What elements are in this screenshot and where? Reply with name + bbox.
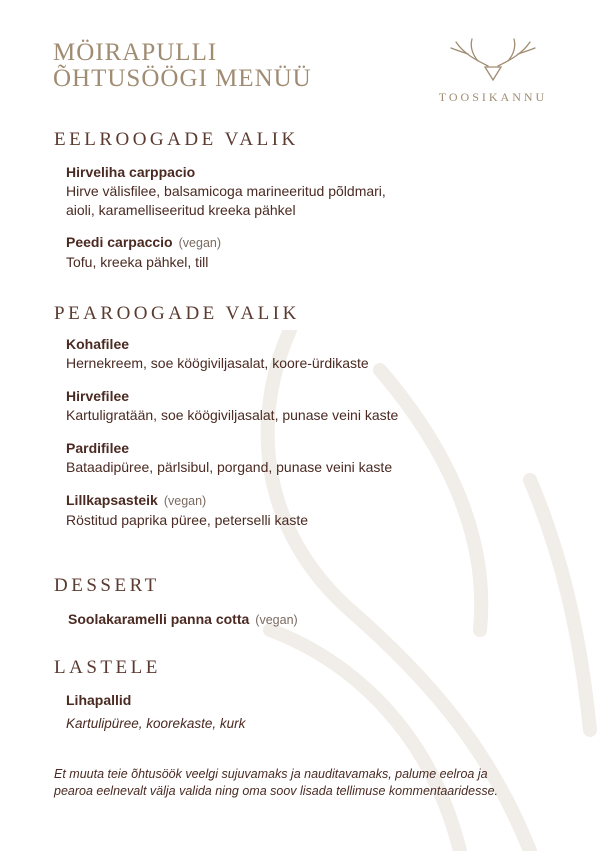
menu-item bbox=[66, 335, 574, 373]
menu-title-line1: MÖIRAPULLI bbox=[53, 39, 218, 66]
deer-antler-icon bbox=[448, 36, 538, 84]
menu-item bbox=[66, 691, 574, 733]
dish-name: Peedi carpaccio bbox=[66, 234, 173, 250]
menu-item bbox=[66, 491, 574, 530]
section-dessert bbox=[54, 575, 574, 630]
menu-item bbox=[66, 387, 574, 425]
dish-name: Soolakaramelli panna cotta bbox=[68, 611, 250, 627]
section-heading: LASTELE bbox=[54, 657, 161, 678]
footer-line: Et muuta teie õhtusöök veelgi sujuvamaks ja nauditavamaks, palume eelroa ja bbox=[54, 767, 488, 781]
vegan-tag: (vegan) bbox=[255, 613, 298, 627]
vegan-tag: (vegan) bbox=[163, 494, 207, 508]
footer-line: pearoa eelnevalt välja valida ning oma soov lisada tellimuse kommentaaridesse. bbox=[54, 784, 498, 798]
menu-item bbox=[66, 233, 574, 272]
dish-name: Lillkapsasteik bbox=[66, 492, 158, 508]
footer-note bbox=[54, 766, 554, 800]
section-heading: DESSERT bbox=[54, 575, 160, 596]
menu-item bbox=[68, 610, 574, 630]
vegan-tag: (vegan) bbox=[178, 236, 222, 250]
dish-description: Hirve välisfilee, balsamicoga marineeritud põldmari, bbox=[66, 183, 386, 199]
dish-name: Lihapallid bbox=[66, 692, 132, 708]
section-heading: EELROOGADE VALIK bbox=[54, 129, 299, 150]
section-kids bbox=[54, 657, 574, 733]
dish-name: Hirveliha carppacio bbox=[66, 164, 196, 180]
dish-name: Kohafilee bbox=[66, 336, 130, 352]
dish-name: Hirvefilee bbox=[66, 388, 130, 404]
menu-title bbox=[53, 40, 312, 92]
dish-description: aioli, karamelliseeritud kreeka pähkel bbox=[66, 202, 296, 218]
dish-name: Pardifilee bbox=[66, 440, 130, 456]
logo bbox=[420, 36, 566, 105]
dish-description: Kartulipüree, koorekaste, kurk bbox=[66, 716, 246, 731]
dish-description: Hernekreem, soe köögiviljasalat, koore-ürdikaste bbox=[66, 355, 369, 371]
section-starters bbox=[54, 129, 574, 272]
dish-description: Kartuligratään, soe köögiviljasalat, punase veini kaste bbox=[66, 407, 399, 423]
menu-item bbox=[66, 163, 574, 220]
menu-item bbox=[66, 439, 574, 477]
menu-title-line2: ÕHTUSÖÖGI MENÜÜ bbox=[53, 65, 312, 92]
dish-description: Röstitud paprika püree, peterselli kaste bbox=[66, 512, 309, 528]
dish-description: Bataadipüree, pärlsibul, porgand, punase veini kaste bbox=[66, 459, 393, 475]
logo-text: TOOSIKANNU bbox=[438, 90, 548, 104]
dish-description: Tofu, kreeka pähkel, till bbox=[66, 254, 209, 270]
section-heading: PEAROOGADE VALIK bbox=[54, 303, 300, 324]
section-mains bbox=[54, 303, 574, 530]
